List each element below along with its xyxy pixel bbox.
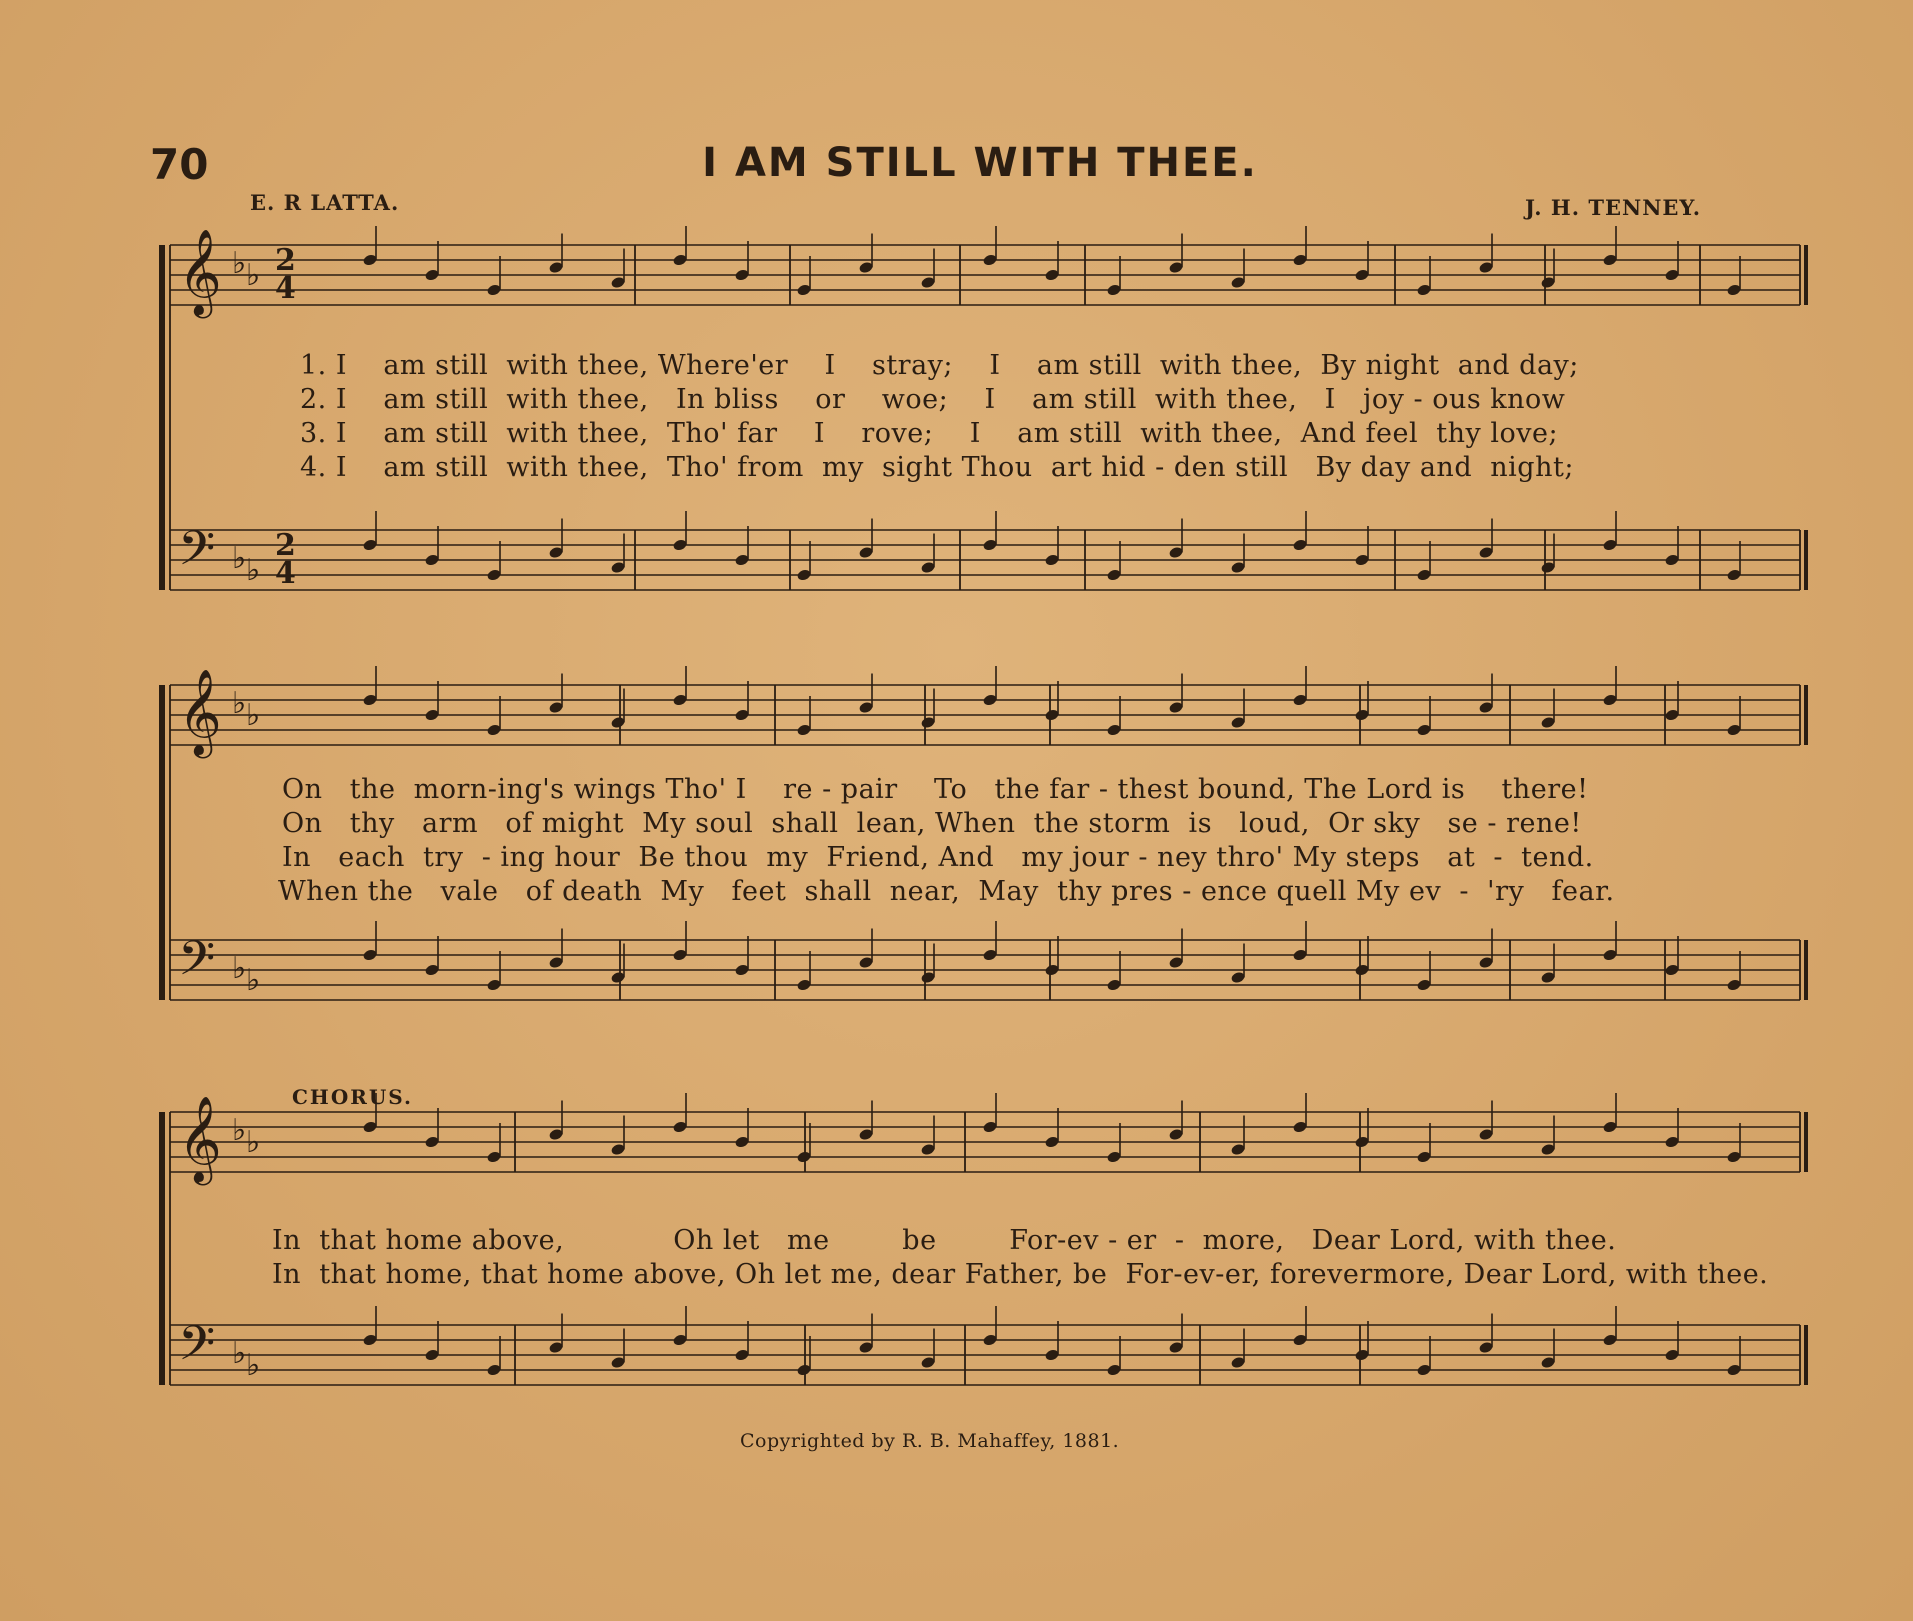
system1-bass-clef-icon: 𝄢 xyxy=(178,520,216,588)
composer-credit: J. H. TENNEY. xyxy=(1525,195,1702,220)
system1-verse-3: 3. I am still with thee, Tho' far I rove; I am still with thee, And feel thy love; xyxy=(300,418,1559,449)
chorus-label: CHORUS. xyxy=(292,1085,413,1109)
system2-verse-4: When the vale of death My feet shall near, May thy pres - ence quell My ev - 'ry fear. xyxy=(278,876,1615,907)
system1-flat-icon: ♭ xyxy=(246,553,261,588)
system1-treble-clef-icon: 𝄞 xyxy=(178,229,222,315)
lyricist-credit: E. R LATTA. xyxy=(250,190,400,215)
system3-treble-clef-icon: 𝄞 xyxy=(178,1096,222,1182)
system3-verse-2: In that home, that home above, Oh let me, dear Father, be For-ev-er, forevermore, Dear Lord, with thee. xyxy=(272,1259,1769,1290)
system2-flat-icon: ♭ xyxy=(246,698,261,733)
system3-verse-1: In that home above, Oh let me be For-ev - er - more, Dear Lord, with thee. xyxy=(272,1225,1617,1256)
system2-flat-icon: ♭ xyxy=(232,951,247,986)
system3-flat-icon: ♭ xyxy=(246,1125,261,1160)
system2-flat-icon: ♭ xyxy=(246,963,261,998)
system2-verse-1: On the morn-ing's wings Tho' I re - pair To the far - thest bound, The Lord is there! xyxy=(282,774,1589,805)
time-signature-treble: 4 xyxy=(275,271,296,306)
system3-flat-icon: ♭ xyxy=(232,1336,247,1371)
system2-treble-clef-icon: 𝄞 xyxy=(178,669,222,755)
system2-verse-3: In each try - ing hour Be thou my Friend, And my jour - ney thro' My steps at - tend. xyxy=(282,842,1594,873)
system1-verse-1: 1. I am still with thee, Where'er I stray; I am still with thee, By night and day; xyxy=(300,350,1579,381)
system2-bass-clef-icon: 𝄢 xyxy=(178,930,216,998)
time-signature-bass: 4 xyxy=(275,556,296,591)
page-number: 70 xyxy=(150,140,209,189)
system3-flat-icon: ♭ xyxy=(246,1348,261,1383)
system1-verse-4: 4. I am still with thee, Tho' from my sight Thou art hid - den still By day and night; xyxy=(300,452,1574,483)
system2-verse-2: On thy arm of might My soul shall lean, When the storm is loud, Or sky se - rene! xyxy=(282,808,1582,839)
system3-flat-icon: ♭ xyxy=(232,1113,247,1148)
system1-flat-icon: ♭ xyxy=(232,541,247,576)
hymn-title: I AM STILL WITH THEE. xyxy=(702,140,1258,186)
system1-flat-icon: ♭ xyxy=(232,246,247,281)
copyright-notice: Copyrighted by R. B. Mahaffey, 1881. xyxy=(740,1430,1120,1452)
system2-flat-icon: ♭ xyxy=(232,686,247,721)
time-signature-bass: 2 xyxy=(275,528,296,563)
time-signature-treble: 2 xyxy=(275,243,296,278)
system1-verse-2: 2. I am still with thee, In bliss or woe; I am still with thee, I joy - ous know xyxy=(300,384,1566,415)
system3-bass-clef-icon: 𝄢 xyxy=(178,1315,216,1383)
system1-flat-icon: ♭ xyxy=(246,258,261,293)
